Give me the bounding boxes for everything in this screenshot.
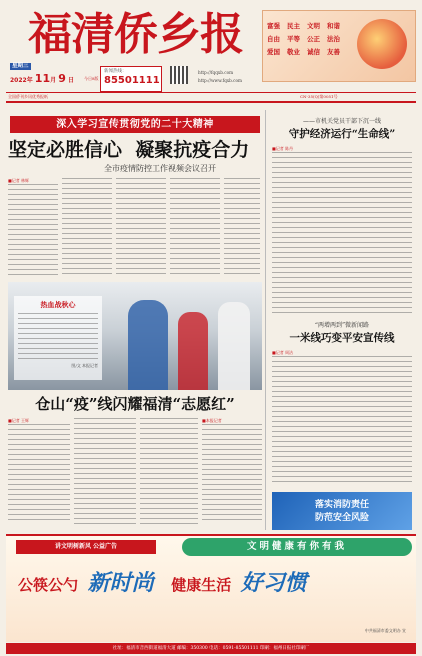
photo-figure [128, 300, 168, 390]
ad-slogan-left: 公筷公勺 [18, 576, 79, 594]
byline: ■记者 林辉 [8, 178, 30, 183]
promo-line-1: 落实消防责任 [314, 500, 369, 510]
slogan-item: 自由 [267, 35, 280, 43]
feature-photo [8, 282, 262, 390]
slogan-item: 爱国 [267, 48, 280, 56]
article-text [62, 178, 112, 276]
article-text [202, 424, 262, 524]
byline: ■记者 周洁 [272, 350, 294, 355]
byline: ■记者 陈丹 [272, 146, 294, 151]
right-mid-kicker: “两增两到”微新闻路 [314, 322, 370, 329]
photo-figure [218, 302, 250, 390]
date-month: 11 [34, 72, 51, 85]
hotline-number: 85501111 [104, 75, 160, 86]
article-text [272, 152, 412, 314]
website-1: http://fqqxb.com [198, 70, 234, 75]
masthead-meta-left: 全国侨刊乡讯优秀报纸 [8, 94, 48, 99]
feature-headline: 仓山“疫”线闪耀福清“志愿红” [35, 395, 235, 413]
hotline-box [100, 66, 162, 92]
right-mid-title: 一米线巧变平安宣传线 [289, 332, 395, 344]
ad-slogan-end: 好习惯 [240, 570, 307, 596]
photo-figure [178, 312, 208, 390]
slogan-item: 和谐 [327, 22, 340, 30]
ad-top-banner: 文明健康有你有我 [182, 538, 412, 556]
slogan-item: 文明 [307, 22, 320, 30]
page-footer: 社址：福清市音西街道福清大道 邮编：350300 电话：0591-85501111 印刷：福州日报社印刷厂 [6, 643, 416, 654]
article-text [8, 184, 58, 276]
sub-headline: 全市疫情防控工作视频会议召开 [104, 164, 216, 173]
slogan-item: 民主 [287, 22, 300, 30]
slogan-item: 平等 [287, 35, 300, 43]
ad-slogan-row [18, 566, 412, 606]
fire-safety-promo [272, 492, 412, 530]
article-text [140, 418, 198, 524]
issue-pages: 今日8版 [84, 76, 99, 81]
byline: ■记者 王辉 [8, 418, 30, 423]
slogan-item: 富强 [267, 22, 280, 30]
slogan-item: 敬业 [287, 48, 300, 56]
right-top-kicker: ——市机关党员干部下沉一线 [302, 118, 381, 125]
public-service-ad [6, 534, 416, 642]
slogan-item: 法治 [327, 35, 340, 43]
ad-top-label: 讲文明树新风 公益广告 [16, 540, 156, 554]
slogan-item: 诚信 [307, 48, 320, 56]
slogan-grid [267, 21, 347, 56]
ad-slogan-mid: 新时尚 [87, 570, 154, 596]
qr-code [170, 66, 188, 84]
article-text [224, 178, 260, 276]
date-day: 9 [58, 72, 66, 85]
photo-caption-note: 图/文 本报记者 [71, 363, 98, 368]
photo-caption-text [18, 313, 98, 363]
ad-slogan-right: 健康生活 [171, 576, 232, 594]
promo-line-2: 防范安全风险 [314, 513, 369, 523]
slogan-box [262, 10, 416, 82]
byline: ■本报记者 [202, 418, 222, 423]
right-top-title: 守护经济运行“生命线” [288, 128, 396, 140]
photo-caption-box [14, 296, 102, 380]
article-text [74, 418, 136, 524]
issue-weekday: 星期三 [12, 63, 29, 69]
masthead-title: 福清侨乡报 [28, 9, 243, 60]
slogan-item: 公正 [307, 35, 320, 43]
date-year: 2022年 [10, 77, 33, 84]
photo-caption-title: 热血战秋心 [40, 300, 76, 309]
issue-date: 2022年 11月 9 日 [10, 72, 74, 85]
theme-banner: 深入学习宣传贯彻党的二十大精神 [10, 116, 260, 133]
hotline-label: 新闻热线： [104, 69, 127, 74]
slogan-item: 友善 [327, 48, 340, 56]
article-text [116, 178, 166, 276]
website-2: http://www.fqxb.com [198, 78, 243, 83]
date-unit: 日 [67, 77, 74, 84]
article-text [8, 424, 70, 524]
article-text [272, 356, 412, 486]
main-headline: 坚定必胜信心 凝聚抗疫合力 [8, 139, 250, 161]
article-text [170, 178, 220, 276]
ad-credit: 中共福清市委文明办 宣 [364, 628, 406, 633]
masthead-meta-right: CN-35(Q)第0051号 [300, 94, 338, 99]
flag-emblem [357, 19, 407, 69]
